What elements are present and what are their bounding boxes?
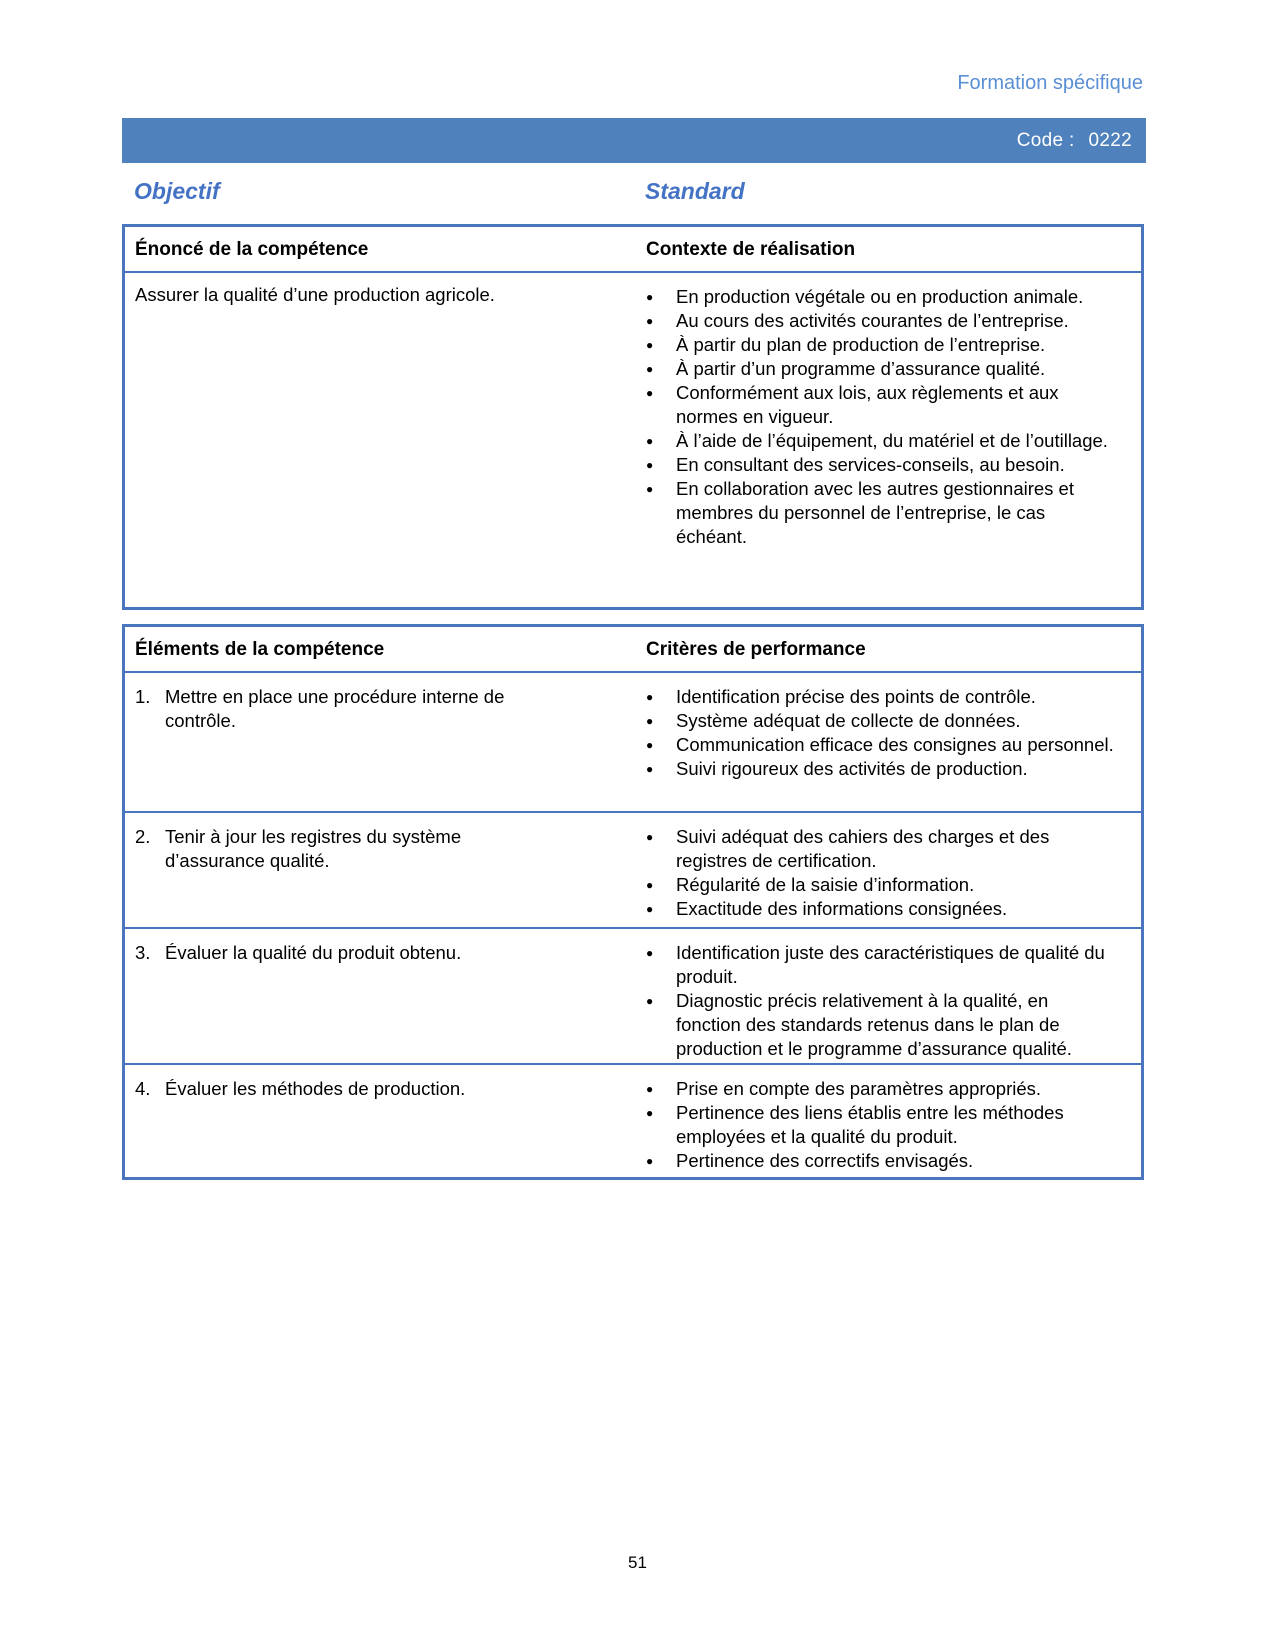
competence-table-header xyxy=(125,227,1141,273)
element-text: Évaluer la qualité du produit obtenu. xyxy=(165,942,462,963)
code-text xyxy=(1017,130,1132,152)
element-text: Mettre en place une procédure interne de contrôle. xyxy=(165,686,505,731)
criteres-wrap xyxy=(646,685,1116,781)
contexte-header: Contexte de réalisation xyxy=(646,239,856,260)
element-row xyxy=(125,811,1141,927)
code-value: 0222 xyxy=(1088,130,1132,151)
critere-item: ● Système adéquat de collecte de données. xyxy=(646,709,1116,733)
contexte-item: ● En production végétale ou en production animale. xyxy=(646,285,1116,309)
critere-item: ● Identification juste des caractéristiques de qualité du produit. xyxy=(646,941,1116,989)
element-text-wrap xyxy=(135,825,555,873)
criteres-list xyxy=(646,941,1116,1061)
contexte-list-wrap xyxy=(646,285,1116,549)
enonce-header: Énoncé de la compétence xyxy=(135,239,369,260)
elements-table-header xyxy=(125,627,1141,673)
element-row xyxy=(125,673,1141,811)
contexte-item: ● À partir d’un programme d’assurance qualité. xyxy=(646,357,1116,381)
element-text-wrap xyxy=(135,941,555,965)
competence-table xyxy=(122,224,1144,610)
element-text: Tenir à jour les registres du système d’assurance qualité. xyxy=(165,826,462,871)
critere-item: ● Suivi rigoureux des activités de production. xyxy=(646,757,1116,781)
criteres-header: Critères de performance xyxy=(646,639,866,660)
element-number: 2. xyxy=(135,826,151,847)
criteres-wrap xyxy=(646,941,1116,1061)
code-bar xyxy=(122,118,1146,163)
contexte-item: ● Au cours des activités courantes de l’entreprise. xyxy=(646,309,1116,333)
enonce-text: Assurer la qualité d’une production agricole. xyxy=(135,284,495,305)
elements-header: Éléments de la compétence xyxy=(135,639,385,660)
criteres-list xyxy=(646,825,1116,921)
contexte-list xyxy=(646,285,1116,549)
criteres-wrap xyxy=(646,825,1116,921)
criteres-list xyxy=(646,1077,1116,1173)
element-row xyxy=(125,1063,1141,1175)
contexte-item: ● Conformément aux lois, aux règlements et aux normes en vigueur. xyxy=(646,381,1116,429)
element-number: 4. xyxy=(135,1078,151,1099)
element-text-wrap xyxy=(135,1077,555,1101)
elements-rows xyxy=(125,673,1141,1175)
critere-item: ● Diagnostic précis relativement à la qualité, en fonction des standards retenus dans le plan de production et le programme d’assurance qualité. xyxy=(646,989,1116,1061)
standard-title: Standard xyxy=(645,178,745,204)
critere-item: ● Pertinence des liens établis entre les méthodes employées et la qualité du produit. xyxy=(646,1101,1116,1149)
critere-item: ● Pertinence des correctifs envisagés. xyxy=(646,1149,1116,1173)
program-label: Formation spécifique xyxy=(957,72,1143,94)
element-text-wrap xyxy=(135,685,555,733)
critere-item: ● Régularité de la saisie d’information. xyxy=(646,873,1116,897)
element-number: 3. xyxy=(135,942,151,963)
criteres-list xyxy=(646,685,1116,781)
elements-table xyxy=(122,624,1144,1180)
element-row xyxy=(125,927,1141,1063)
critere-item: ● Identification précise des points de contrôle. xyxy=(646,685,1116,709)
contexte-item: ● En consultant des services-conseils, au besoin. xyxy=(646,453,1116,477)
criteres-wrap xyxy=(646,1077,1116,1173)
element-number: 1. xyxy=(135,686,151,707)
objectif-title: Objectif xyxy=(134,178,220,204)
contexte-item: ● En collaboration avec les autres gestionnaires et membres du personnel de l’entreprise, le cas échéant. xyxy=(646,477,1116,549)
critere-item: ● Suivi adéquat des cahiers des charges et des registres de certification. xyxy=(646,825,1116,873)
critere-item: ● Communication efficace des consignes au personnel. xyxy=(646,733,1116,757)
contexte-item: ● À l’aide de l’équipement, du matériel et de l’outillage. xyxy=(646,429,1116,453)
contexte-item: ● À partir du plan de production de l’entreprise. xyxy=(646,333,1116,357)
page-number: 51 xyxy=(628,1553,647,1572)
critere-item: ● Prise en compte des paramètres appropriés. xyxy=(646,1077,1116,1101)
competence-row xyxy=(125,273,1141,603)
critere-item: ● Exactitude des informations consignées. xyxy=(646,897,1116,921)
element-text: Évaluer les méthodes de production. xyxy=(165,1078,466,1099)
code-label: Code : xyxy=(1016,130,1075,151)
